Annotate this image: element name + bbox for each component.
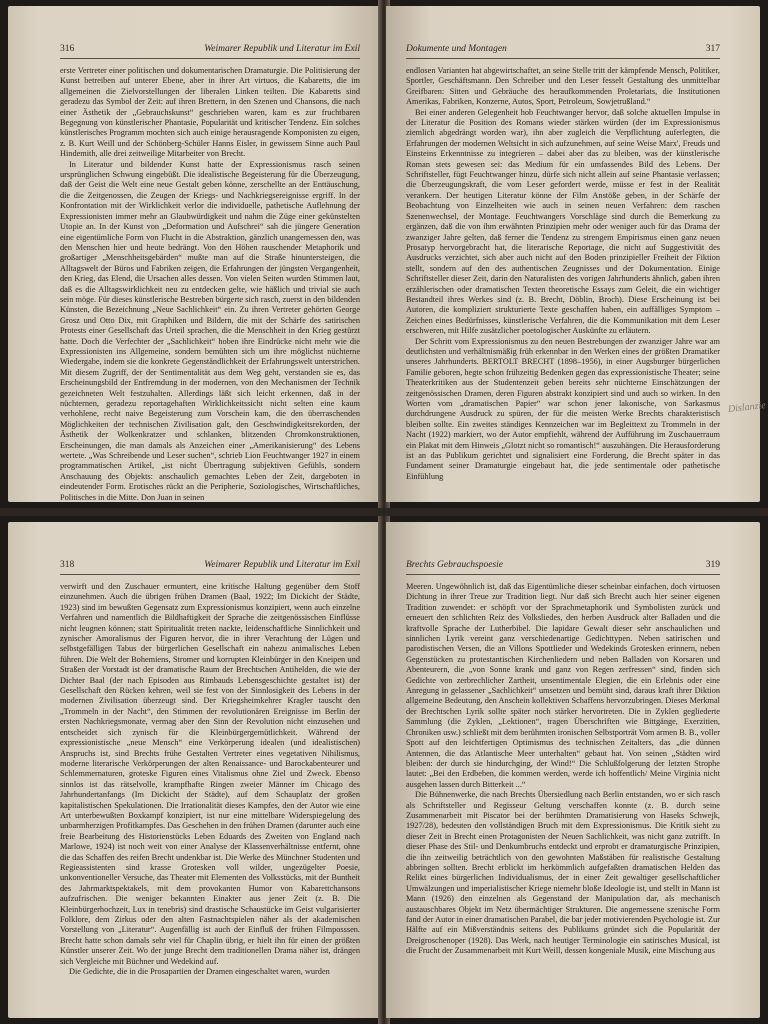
book-spread-top: [0, 0, 768, 508]
page-number: 317: [705, 44, 720, 54]
page-body: [406, 582, 720, 1012]
page-header: [406, 44, 720, 59]
page-number: 318: [60, 560, 75, 570]
page-number: 319: [705, 560, 720, 570]
paragraph: erste Vertreter einer politischen und dokumentarischen Dramaturgie. Die Politisierung der Kunst betreiben auf unterer Ebene, aber in ihrer Art virtuos, die Kabaretts, die im allgemeinen die Zielvorstellungen der liberalen Linken teilten. Die Kabaretts sind geradezu das Symbol der Zeit: auf ihren Brettern, in den Szenen und Chansons, die nach einer Ästhetik der „Gebrauchskunst“ geschrieben waren, kam es zur fruchtbaren Begegnung von künstlerischer Phantasie, Popularität und kritischer Tendenz. Ein solches künstlerisches Programm mochten sich auch einige herausragende Komponisten zu eigen, z. B. Kurt Weill und der Schönberg-Schüler Hanns Eisler, in gewissem Sinne auch Paul Hindemith, alle drei zeitweilige Mitarbeiter von Brecht.: [60, 66, 360, 159]
page-317: [386, 6, 767, 502]
paragraph: Die Gedichte, die in die Prosapartien der Dramen eingeschaltet waren, wurden: [69, 967, 330, 977]
page-316: [8, 6, 382, 502]
book-spread-bottom: [0, 516, 768, 1024]
page-header: [60, 44, 360, 59]
page-header: [60, 560, 360, 575]
paragraph: Meeren. Ungewöhnlich ist, daß das Eigentümliche dieser scheinbar einfachen, doch virtuosen Dichtung in ihrer Treue zur Tradition liegt. Nur daß sich Brecht auch hier seiner eigenen Tradition zuwendet: er schöpft vor der Sprachmetaphorik und Symbolisten zurück und erneuert den schlichten Reiz des Volksliedes, den herben Ausdruck alter Balladen und die kraftvolle Sprache der Lutherbibel. Die lapidare Gewalt dieser sehr anschaulichen und sinnlichen Lyrik vereint ganz verschiedenartige Gedichttypen. Neben satirischen und parodistischen Versen, die an Villons Spottlieder und Wedekinds Grotesken erinnern, neben Gegenstücken zu protestantischen Kirchenliedern und neben Balladen von Korsaren und Abenteurern, die „von Sonne krank und ganz von Regen zerfressen“ sind, finden sich Gedichte von zerbrechlicher Zartheit, unsentimentale Elegien, die ein Erlebnis oder eine Anregung in gelassener „Sachlichkeit“ umsetzen und bemüht sind, daraus kraft ihrer Diktion allgemeine Bedeutung, den Anschein kollektiven Schaffens hervorzubringen. Dieses Merkmal der Brechtschen Lyrik sollte später noch stärker hervortreten. Die in Zyklen gegliederte Sammlung (die Zyklen, „Lektionen“, tragen Überschriften wie Bittgänge, Exerzitien, Chroniken usw.) schließt mit dem berühmten ironischen Selbstporträt Vom armen B. B., voller Spott auf den leichtfertigen Optimismus des technischen Zeitalters, das „die dünnen Antennen, die das Atlantische Meer unterhalten“ gebaut hat. Von seinen „Städten wird bleiben: der durch sie hindurchging, der Wind!“ Die Schlußfolgerung der letzten Strophe lautet: „Bei den Erdbeben, die kommen werden, werde ich hoffentlich/ Meine Virginia nicht ausgehen lassen durch Bitterkeit ...“: [406, 582, 720, 789]
paragraph: Die Bühnenwerke, die nach Brechts Übersiedlung nach Berlin entstanden, wo er sich rasch als Schriftsteller und Regisseur Geltung verschaffen konnte (z. B. durch seine Zusammenarbeit mit Piscator bei der berühmten Dramatisierung von Haseks Schwejk, 1927/28), bedeuten den vollständigen Bruch mit dem Expressionismus. Die Kritik sieht zu dieser Zeit in Brecht einen Protagonisten der Neuen Sachlichkeit, was nicht ganz zutrifft. In dieser Phase des Stil- und Denkumbruchs entdeckt und erprobt er dramaturgische Prinzipien, die ihn zeitweilig beträchtlich von den gewohnten Maßstäben für realistische Gestaltung abbringen sollten. Brecht erblickt im herkömmlich aufgefaßten dramatischen Helden das Relikt eines bürgerlichen Individualismus, der in einer Zeit gewaltiger gesellschaftlicher Umwälzungen und imperialistischer Kriege niemehr bloße Ideologie ist, und stellt in Mann ist Mann (1926) den einzelnen als Gegenstand der Manipulation dar, als mechanisch austauschbares Objekt im Netz übermächtiger Strukturen. Die angemessene szenische Form fand der Autor in einer dramatischen Parabel, die bar jeder motivierenden Psychologie ist. Zur Hälfte auf ein Mißverständnis seitens des Publikums gründet sich die Popularität der Dreigroschenoper (1928). Das Werk, nach heutiger Terminologie ein satirisches Musical, ist die Frucht der Zusammenarbeit mit Kurt Weill, dessen kongeniale Musik, eine Mischung aus: [406, 790, 720, 956]
paragraph: In Literatur und bildender Kunst hatte der Expressionismus rasch seinen ursprünglichen Schwung eingebüßt. Die idealistische Begeisterung für die Überzeugung, daß der Geist die Welt eine neue Gestalt geben könne, zerschellte an der Enttäuschung, die die Zeitgenossen, die Zeugen der Kriegs- und Nachkriegsereignisse ergriff. In der Konfrontation mit der Wirklichkeit verlor die individuelle, pathetische Auflehnung der Expressionisten immer mehr an Glaubwürdigkeit und nahm die Züge einer gekünstelten Utopie an. In der Kunst von „Deformation und Aufschrei“ sah die jüngere Generation eine eigentümliche Form von Flucht in die Abstraktion, gänzlich unangemessen den, was den Menschen hier und heute bedrängt. Von den Höhen rauschender Metaphorik und großartiger „Menschheitsgebärden“ mußte man auf die Straße hinuntersteigen, die Alltagswelt der Büros und Fabriken zeigen, die Erfahrungen der jüngsten Vergangenheit, den Krieg, das Elend, die Ursachen alles dessen. Von vielen Seiten wurden Stimmen laut, daß es die Alltagswirklichkeit neu zu entdecken gelte, wie häßlich und trivial sie auch sein möge. Für dieses künstlerische Bestreben bürgerte sich rasch, zuerst in den bildenden Künsten, die Bezeichnung „Neue Sachlichkeit“ ein. Zu ihren Vertreter gehörten George Grosz und Otto Dix, mit Graphiken und Bildern, die mit der Schärfe des satirischen Protests einer Gesellschaft das Urteil sprachen, die die Menschheit in den Krieg gestürzt hatte. Doch die Verfechter der „Sachlichkeit“ hoben ihre Eindrücke nicht mehr wie die Expressionisten ins Allgemeine, sondern bemühten sich um ihre möglichst nüchterne Wiedergabe, indem sie die konkrete Gegenständlichkeit der Erfahrungswelt unterstrichen. Mit diesem Zugriff, der der Sentimentalität aus dem Weg geht, verstanden sie es, das Erscheinungsbild der Entfremdung in der modernen, von den Mechanismen der Technik gezeichneten Welt festzuhalten. Allerdings läßt sich leicht erkennen, daß in der nüchternen, geradezu reportagehaften Wirklichkeitssicht nicht selten eine kaum verhohlene, recht naive Begeisterung zum Vorschein kam, die den überraschenden Möglichkeiten der technischen Zivilisation galt, den Geschwindigkeitsrekorden, der Ästhetik der Wolkenkratzer und schlanken, blitzenden Chromkonstruktionen, Erscheinungen, die man damals als Anzeichen einer „Amerikanisierung“ des Lebens wertete. „Was Schreibende und Leser suchen“, schrieb Lion Feuchtwanger 1927 in einem programmatischen Artikel, „ist nicht Übertragung subjektiven Gefühls, sondern Anschauung des Objekts: anschaulich gemachtes Leben der Zeit, dargeboten in eindeutender Form. Erotisches rückt an die Peripherie, Soziologisches, Wirtschaftliches, Politisches in die Mitte. Don Juan in seinen: [60, 159, 360, 502]
running-head: Weimarer Republik und Literatur im Exil: [204, 44, 360, 54]
page-318: [8, 522, 382, 1018]
running-head: Weimarer Republik und Literatur im Exil: [204, 560, 360, 570]
page-body: [60, 66, 360, 502]
running-head: Brechts Gebrauchspoesie: [406, 560, 503, 570]
running-head: Dokumente und Montagen: [406, 44, 507, 54]
paragraph: Der Schritt vom Expressionismus zu den neuen Bestrebungen der zwanziger Jahre war am deutlichsten und verhältnismäßig früh erkennbar in den Werken eines der größten Dramatiker unseres Jahrhunderts. BERTOLT BRECHT (1898–1956), in einer Augsburger bürgerlichen Familie geboren, hegte schon frühzeitig Bedenken gegen das expressionistische Theater; seine Theaterkritiken aus der Studentenzeit geben bereits sehr nüchterne Einschätzungen der zeitgenössischen Dramen, deren Figuren abstrakt konzipiert sind und auch so wirken. In den Worten vom „dramatischen Papier“ war schon jener lakonische, von Sarkasmus durchdrungene Ausdruck zu spüren, der für die meisten Werke Brechts charakteristisch bleiben sollte. Ein zweites ständiges Kennzeichen war im Begleittext zu Trommeln in der Nacht (1922) markiert, wo der Autor empfiehlt, während der Aufführung im Zuschauerraum ein Plakat mit dem Hinweis „Glotzt nicht so romantisch!“ auszuhängen. Die Herausforderung ist an das Publikum gerichtet und signalisiert eine Forderung, die Brecht später in das Fundament seiner Dramaturgie eingebaut hat, die jede sentimentale oder pathetische Einfühlung: [406, 336, 720, 481]
paragraph: endlosen Varianten hat abgewirtschaftet, an seine Stelle tritt der kämpfende Mensch, Politiker, Sportler, Geschäftsmann. Den Schreiber und den Leser fesselt Gestaltung des unmittelbar Greifbaren: Sitten und Gebräuche des heraufkommenden Proletariats, die Institutionen Amerikas, Fabriken, Konzerne, Autos, Sport, Petroleum, Sowjetrußland.“: [406, 66, 720, 107]
handwritten-margin-note: Dislanzie: [727, 400, 767, 415]
page-319: [386, 522, 760, 1018]
page-body: [60, 582, 360, 1012]
page-body: [406, 66, 720, 496]
page-header: [406, 560, 720, 575]
paragraph: Bei einer anderen Gelegenheit hob Feuchtwanger hervor, daß solche aktuellen Impulse in der Literatur die Position des Romans wieder stärken würden (der im Expressionismus ziemlich abgedrängt worden war), ihn aber zugleich die Verpflichtung auferlegten, die Erfahrungen der modernen Weltsicht in sich aufzunehmen, auf seine Weise Marx', Freuds und Einsteins Erkenntnisse zu integrieren – dabei aber das zu bleiben, was der künstlerische Roman stets gewesen sei: das Medium für ein umfassendes Bild des Lebens. Der Schriftsteller, fügt Feuchtwanger hinzu, dürfe sich nicht allein auf seine Phantasie verlassen; die Überzeugungskraft, die vom Leser gefordert werde, müsse er fest in der Realität verankern. Der heutigen Literatur könne der Film Anstöße geben, in der Schärfe der Beobachtung von Einzelheiten wie auch in seinen neuen Verfahren: dem raschen Szenenwechsel, der Montage. Feuchtwangers Vorschläge sind durch die Bemerkung zu ergänzen, daß die von ihm erwähnten Prinzipien mehr oder weniger auch für das Drama der zwanziger Jahre gelten, daß ferner die Tendenz zu strengem Empirismus einen ganz neuen Prosatyp hervorgebracht hat, die literarische Reportage, die nicht auf Suggestivität des Ausdrucks verzichtet, sich aber auch nicht auf den Boden prinzipieller Freiheit der Fiktion stellt, sondern auf den des authentischen Zeugnisses und der Dokumentation. Einige Schriftsteller dieser Zeit, darin den Naturalisten des vorigen Jahrhunderts ähnlich, gaben ihren erzählerischen oder dramatischen Texten theoretische Essays zum Geleit, die ein wichtiger Bestandteil ihres Werkes sind (z. B. Brecht, Döblin, Broch). Diese Erscheinung ist bei Autoren, die kompliziert strukturierte Texte geschaffen haben, ein auffälliges Symptom – Zeichen eines Bedürfnisses, künstlerische Verfahren, die die Kommunikation mit dem Leser erschweren, mit Hilfe zusätzlicher poetologischer Auskünfte zu erläutern.: [406, 107, 720, 336]
paragraph: verwirft und den Zuschauer ermuntert, eine kritische Haltung gegenüber dem Stoff einzunehmen. Auch die übrigen frühen Dramen (Baal, 1922; Im Dickicht der Städte, 1923) sind im bewußten Gegensatz zum Expressionismus konzipiert, wenn auch einzelne Verfahren und namentlich die Bildhaftigkeit der Sprache die zeitgenössischen Einflüsse nicht leugnen können; statt Spiritualität treten nackte, leidenschaftliche Sinnlichkeit und zynischer Amoralismus der Figuren hervor, die in ihrer Verachtung der Lügen und selbstgefälligen Tabus der bürgerlichen Gesellschaft ein nahezu animalisches Leben führen. Die Welt der Bohemiens, Stromer und korrupten Kleinbürger in den Kneipen und Straßen der Vorstadt ist der dramatische Raum der Brechtschen Antihelden, die wie der Dichter Baal (der nach Episoden aus Rimbauds Lebensgeschichte gestaltet ist) der Gesellschaft den Rücken kehren, weil sie fest von der Sinnlosigkeit des Lebens in der modernen Zivilisation überzeugt sind. Der Kriegsheimkehrer Kragler tauscht den „Trommeln in der Nacht“, den Stimmen der revolutionären Ereignisse im Berlin der ersten Nachkriegsmonate, vermag aber den Sinn der Revolution nicht einzusehen und entscheidet sich zynisch für die Kleinbürgergemütlichkeit. Während der expressionistische „neue Mensch“ eine Verkörperung idealen (und idealistischen) Anspruchs ist, sind Brechts frühe Gestalten Vertreter eines vegetativen Nihilismus, moderne literarische Verkörperungen der alten Renaissance- und Barockabenteurer und Schlemmernaturen, groteske Figuren eines Vitalismus ohne Ziel und Zweck. Ebenso sinnlos ist das rätselvolle, krampfhafte Ringen zweier Männer im Chicago des Jahrhundertanfangs (Im Dickicht der Städte), auf dem Schauplatz der großen kapitalistischen Spekulationen. Die Irrationalität dieses Kampfes, den der Autor wie eine Art unterbewußten Boxkampf konzipiert, ist nur eine mittelbare Widerspiegelung des unbarmherzigen Profitkampfes. Das Geschehen in den frühen Dramen (darunter auch eine freie Bearbeitung des Historienstücks Leben Eduards des Zweiten von England nach Marlowe, 1924) ist noch weit von einer Analyse der Klassenverhältnisse entfernt, ohne die das Schaffen des reifen Brecht undenkbar ist. Die Werke des Münchner Studenten und Regieassistenten sind krasse Grotesken voll wilder, ungezügelter Poesie, unkonventioneller Versuche, das Theater mit Elementen des Volksstücks, mit der Buntheit des Jahrmarktspektakels, mit dem provokanten Humor von Kabarettchansons aufzufrischen. Die weniger bekannten Einakter aus jener Zeit (z. B. Die Kleinbürgerhochzeit, Lux in tenebris) sind drastische Schaustücke im Geist vulgarisierter Folklore, dem Zirkus oder den alten Fastnachtspielen näher als der akademischen Vorstellung von „Literatur“. Augenfällig ist auch der Einfluß der frühen Filmposssen. Brecht hatte schon damals sehr viel für Chaplin übrig, er hielt ihn für einen der größten Künstler unserer Zeit. Wo der junge Brecht dem traditionellen Drama näher ist, drängen sich Vergleiche mit Büchner und Wedekind auf.: [60, 582, 360, 966]
page-number: 316: [60, 44, 75, 54]
